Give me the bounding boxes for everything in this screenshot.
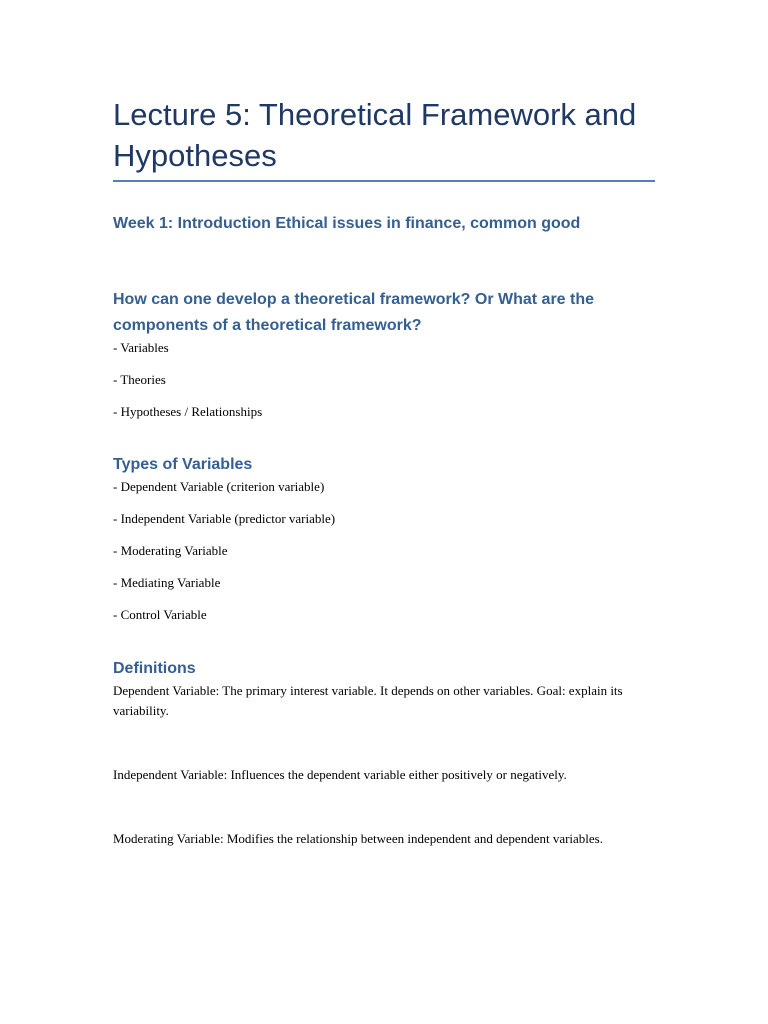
type-item: - Control Variable	[113, 607, 207, 622]
definition-paragraph: Moderating Variable: Modifies the relationship between independent and dependent variables.	[113, 831, 603, 846]
component-item: - Hypotheses / Relationships	[113, 404, 263, 419]
type-item: - Moderating Variable	[113, 543, 228, 558]
title-divider	[113, 180, 655, 182]
type-item: - Dependent Variable (criterion variable)	[113, 479, 325, 494]
type-item: - Mediating Variable	[113, 575, 221, 590]
component-item: - Variables	[113, 340, 169, 355]
definition-paragraph: Dependent Variable: The primary interest variable. It depends on other variables. Goal: explain its variability.	[113, 683, 623, 718]
type-item: - Independent Variable (predictor variable)	[113, 511, 336, 526]
page-title: Lecture 5: Theoretical Framework and Hypotheses	[113, 97, 637, 173]
types-heading: Types of Variables	[113, 456, 253, 473]
definition-paragraph: Independent Variable: Influences the dependent variable either positively or negatively.	[113, 767, 567, 782]
question-heading: How can one develop a theoretical framework? Or What are the components of a theoretical framework?	[113, 291, 595, 334]
week-heading: Week 1: Introduction Ethical issues in finance, common good	[113, 215, 581, 232]
component-item: - Theories	[113, 372, 166, 387]
definitions-heading: Definitions	[113, 660, 196, 677]
